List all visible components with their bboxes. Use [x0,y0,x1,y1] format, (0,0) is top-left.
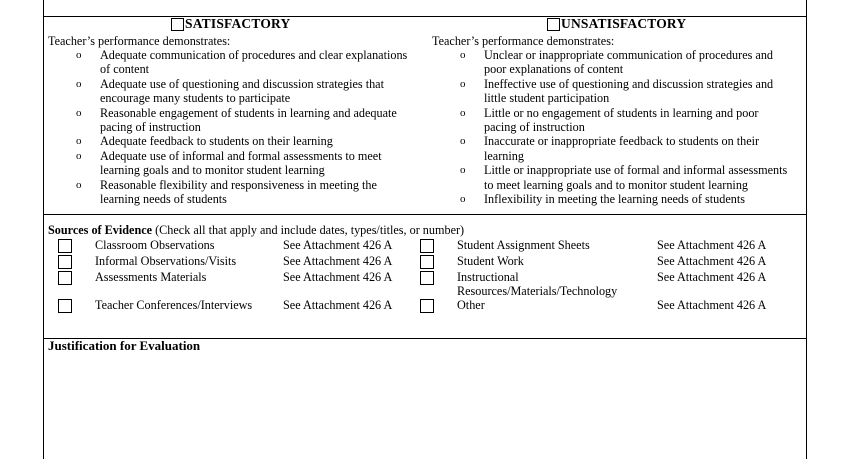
criterion-text: Little or no engagement of students in learning and poor [484,105,759,120]
criterion-text-continued: to meet learning goals and to monitor student learning [484,177,749,192]
evidence-label-line2: Resources/Materials/Technology [457,284,618,298]
circle-bullet-icon: o [460,164,466,177]
circle-bullet-icon: o [460,135,466,148]
satisfactory-intro: Teacher’s performance demonstrates: [48,34,231,48]
evidence-reference: See Attachment 426 A [657,270,767,284]
criterion-text-continued: little student participation [484,91,610,106]
satisfactory-criterion [48,178,428,207]
unsatisfactory-checkbox[interactable] [547,18,560,31]
criterion-text-continued: encourage many students to participate [100,91,291,106]
unsatisfactory-criterion [432,106,804,135]
evidence-label: Teacher Conferences/Interviews [95,298,253,312]
evidence-reference: See Attachment 426 A [283,270,393,284]
criterion-text: Reasonable flexibility and responsiveness in meeting the [100,177,377,192]
satisfactory-criterion [48,106,428,135]
satisfactory-title: SATISFACTORY [185,16,291,31]
evidence-checkbox-informal-observations[interactable] [58,255,72,269]
justification-title: Justification for Evaluation [48,338,201,353]
circle-bullet-icon: o [76,77,82,90]
criterion-text: Ineffective use of questioning and discussion strategies and [484,76,774,91]
criterion-text-continued: learning [484,148,524,163]
evidence-label: Assessments Materials [95,270,207,284]
circle-bullet-icon: o [76,106,82,119]
evidence-title [48,223,464,237]
unsatisfactory-criterion [432,163,804,192]
top-rule [43,16,807,17]
criterion-text-continued: pacing of instruction [484,120,585,135]
evidence-checkbox-student-work[interactable] [420,255,434,269]
satisfactory-criterion [48,48,428,77]
unsatisfactory-criterion [432,134,804,163]
unsatisfactory-title: UNSATISFACTORY [561,16,687,31]
unsatisfactory-criterion [432,48,804,77]
unsatisfactory-intro: Teacher’s performance demonstrates: [432,34,615,48]
criterion-text-continued: poor explanations of content [484,62,624,77]
evidence-reference: See Attachment 426 A [283,238,393,252]
evidence-reference: See Attachment 426 A [657,254,767,268]
satisfactory-criterion [48,149,428,178]
evidence-title-bold: Sources of Evidence [48,223,153,237]
evidence-label: Classroom Observations [95,238,215,252]
circle-bullet-icon: o [76,135,82,148]
criterion-text-continued: of content [100,62,150,77]
criterion-text: Inaccurate or inappropriate feedback to students on their [484,134,760,149]
criterion-text: Unclear or inappropriate communication of procedures and [484,48,774,62]
satisfactory-checkbox[interactable] [171,18,184,31]
unsatisfactory-criteria-list [432,48,804,206]
criterion-text-continued: pacing of instruction [100,120,201,135]
satisfactory-criterion [48,77,428,106]
criterion-text: Adequate use of informal and formal assessments to meet [100,148,382,163]
criterion-text: Reasonable engagement of students in learning and adequate [100,105,397,120]
criterion-text: Adequate feedback to students on their learning [100,134,333,149]
evidence-checkbox-classroom-observations[interactable] [58,239,72,253]
circle-bullet-icon: o [76,149,82,162]
unsatisfactory-criterion [432,192,804,206]
evidence-reference: See Attachment 426 A [283,298,393,312]
criterion-text: Little or inappropriate use of formal and informal assessments [484,163,788,178]
circle-bullet-icon: o [76,178,82,191]
criterion-text: Inflexibility in meeting the learning needs of students [484,192,745,207]
criterion-text: Adequate communication of procedures and clear explanations [100,48,408,62]
evidence-label: Informal Observations/Visits [95,254,237,268]
evidence-label: Other [457,298,485,312]
evidence-reference: See Attachment 426 A [657,298,767,312]
criterion-text-continued: learning needs of students [100,192,227,207]
satisfactory-criteria-list [48,48,428,206]
evidence-label: Student Assignment Sheets [457,238,590,252]
criterion-text-continued: learning goals and to monitor student learning [100,163,325,178]
circle-bullet-icon: o [76,49,82,61]
evidence-top-rule [43,214,807,215]
evidence-title-rest: (Check all that apply and include dates, types/titles, or number) [152,223,465,237]
circle-bullet-icon: o [460,193,466,206]
satisfactory-criterion [48,134,428,148]
right-border [806,0,807,459]
evidence-checkbox-instructional-resources[interactable] [420,271,434,285]
circle-bullet-icon: o [460,77,466,90]
evidence-reference: See Attachment 426 A [657,238,767,252]
evidence-label: Student Work [457,254,524,268]
evidence-checkbox-assessments-materials[interactable] [58,271,72,285]
circle-bullet-icon: o [460,49,466,61]
evidence-checkbox-teacher-conferences[interactable] [58,299,72,313]
evidence-checkbox-student-assignment-sheets[interactable] [420,239,434,253]
criterion-text: Adequate use of questioning and discussion strategies that [100,76,384,91]
unsatisfactory-criterion [432,77,804,106]
evidence-checkbox-other[interactable] [420,299,434,313]
circle-bullet-icon: o [460,106,466,119]
justification-text-area[interactable] [45,356,805,456]
left-border [43,0,44,459]
evidence-label: Instructional [457,270,519,284]
evidence-reference: See Attachment 426 A [283,254,393,268]
